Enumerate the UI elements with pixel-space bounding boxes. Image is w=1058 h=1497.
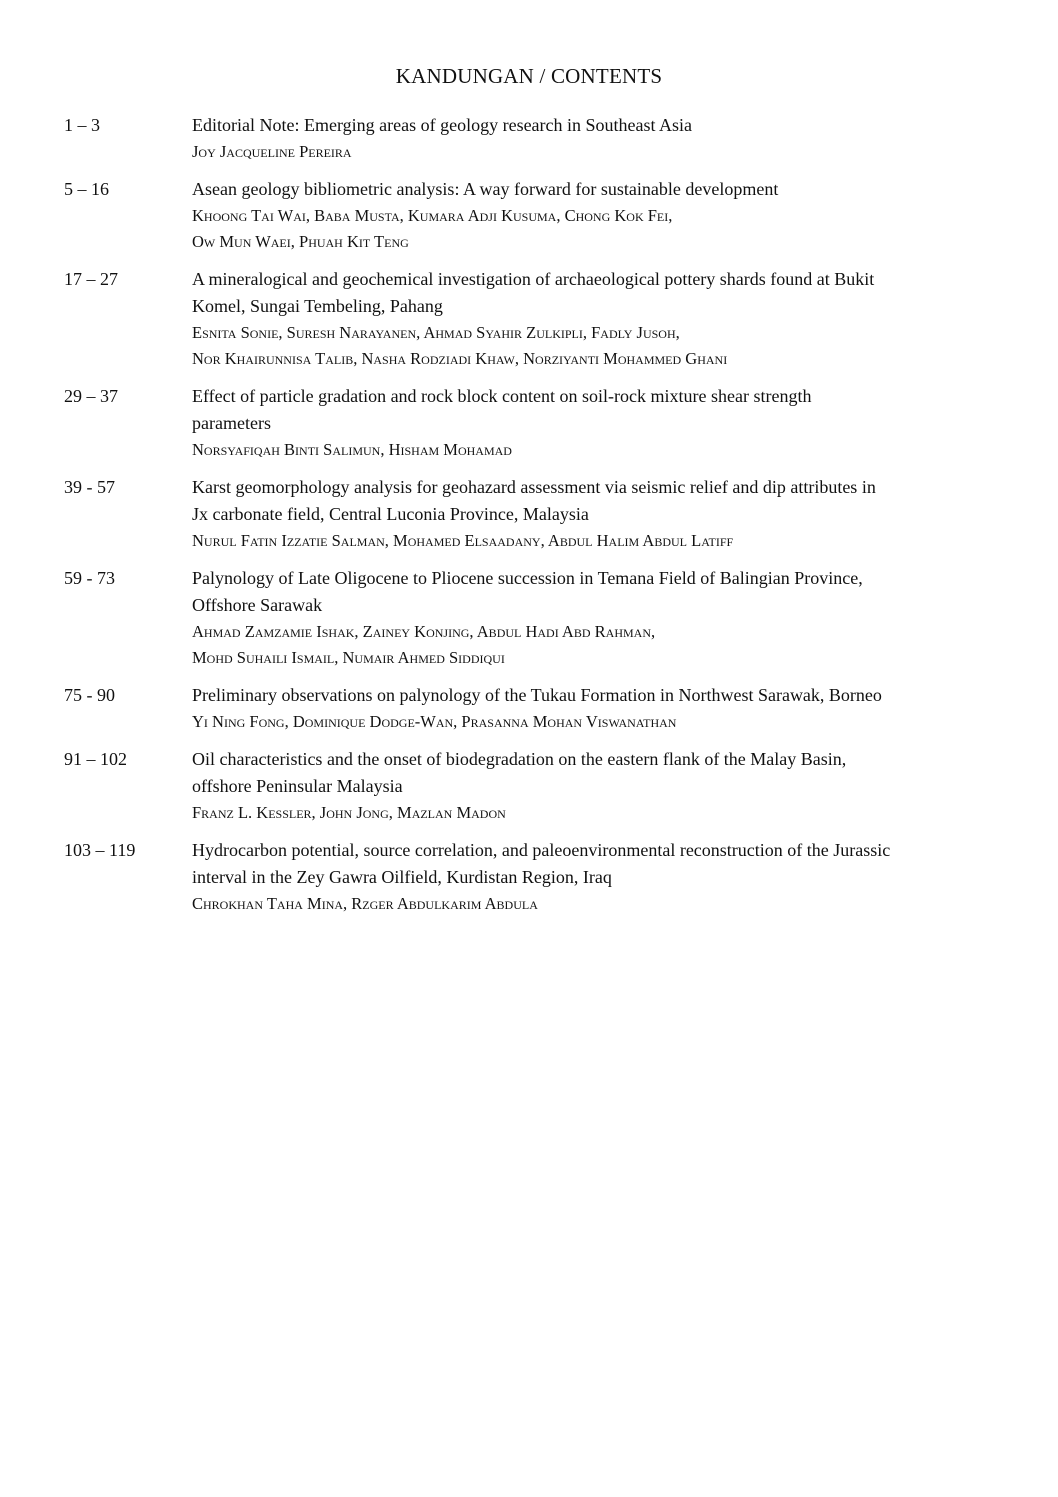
page-range: 39 - 57 — [64, 477, 115, 497]
entry-body — [192, 176, 892, 255]
article-title: Preliminary observations on palynology of the Tukau Formation in Northwest Sarawak, Borneo — [192, 685, 882, 705]
toc-entry — [64, 112, 944, 165]
page-range: 5 – 16 — [64, 179, 109, 199]
article-authors: Nurul Fatin Izzatie Salman, Mohamed Elsaadany, Abdul Halim Abdul Latiff — [192, 531, 734, 550]
page-range: 17 – 27 — [64, 269, 118, 289]
entry-body — [192, 474, 892, 554]
toc-entry — [64, 565, 944, 671]
article-authors: Joy Jacqueline Pereira — [192, 142, 352, 161]
toc-entry — [64, 176, 944, 255]
toc-entry — [64, 266, 944, 372]
article-title: Palynology of Late Oligocene to Pliocene succession in Temana Field of Balingian Province, Offshore Sarawak — [192, 568, 863, 615]
article-authors: Franz L. Kessler, John Jong, Mazlan Madon — [192, 803, 506, 822]
article-authors: Khoong Tai Wai, Baba Musta, Kumara Adji Kusuma, Chong Kok Fei, Ow Mun Waei, Phuah Kit Teng — [192, 206, 673, 251]
entry-body — [192, 565, 892, 671]
article-title: Karst geomorphology analysis for geohazard assessment via seismic relief and dip attributes in Jx carbonate field, Central Luconia Province, Malaysia — [192, 477, 876, 524]
toc-entry — [64, 474, 944, 554]
page-range: 29 – 37 — [64, 386, 118, 406]
entry-body — [192, 112, 892, 165]
article-authors: Esnita Sonie, Suresh Narayanen, Ahmad Syahir Zulkipli, Fadly Jusoh, Nor Khairunnisa Talib, Nasha Rodziadi Khaw, Norziyanti Mohammed Ghani — [192, 323, 728, 368]
page-range: 1 – 3 — [64, 115, 100, 135]
toc-entry — [64, 837, 944, 917]
page-title: KANDUNGAN / CONTENTS — [395, 64, 663, 88]
page-range: 103 – 119 — [64, 840, 136, 860]
article-authors: Norsyafiqah Binti Salimun, Hisham Mohamad — [192, 440, 512, 459]
article-authors: Ahmad Zamzamie Ishak, Zainey Konjing, Abdul Hadi Abd Rahman, Mohd Suhaili Ismail, Numair Ahmed Siddiqui — [192, 622, 656, 667]
article-title: Asean geology bibliometric analysis: A way forward for sustainable development — [192, 179, 779, 199]
entry-body — [192, 266, 892, 372]
page-range: 59 - 73 — [64, 568, 115, 588]
article-authors: Chrokhan Taha Mina, Rzger Abdulkarim Abdula — [192, 894, 538, 913]
article-title: Hydrocarbon potential, source correlation, and paleoenvironmental reconstruction of the Jurassic interval in the Zey Gawra Oilfield, Kurdistan Region, Iraq — [192, 840, 891, 887]
article-title: Oil characteristics and the onset of biodegradation on the eastern flank of the Malay Basin, offshore Peninsular Malaysia — [192, 749, 847, 796]
article-title: Editorial Note: Emerging areas of geology research in Southeast Asia — [192, 115, 693, 135]
entry-body — [192, 682, 892, 735]
page-range: 75 - 90 — [64, 685, 115, 705]
entry-body — [192, 383, 892, 463]
toc-entry — [64, 383, 944, 463]
toc-entry — [64, 682, 944, 735]
entry-body — [192, 837, 892, 917]
entry-body — [192, 746, 892, 826]
article-title: Effect of particle gradation and rock block content on soil-rock mixture shear strength parameters — [192, 386, 812, 433]
article-title: A mineralogical and geochemical investigation of archaeological pottery shards found at Bukit Komel, Sungai Tembeling, Pahang — [192, 269, 875, 316]
page-range: 91 – 102 — [64, 749, 127, 769]
toc-entry — [64, 746, 944, 826]
article-authors: Yi Ning Fong, Dominique Dodge-Wan, Prasanna Mohan Viswanathan — [192, 712, 677, 731]
table-of-contents — [64, 112, 944, 928]
